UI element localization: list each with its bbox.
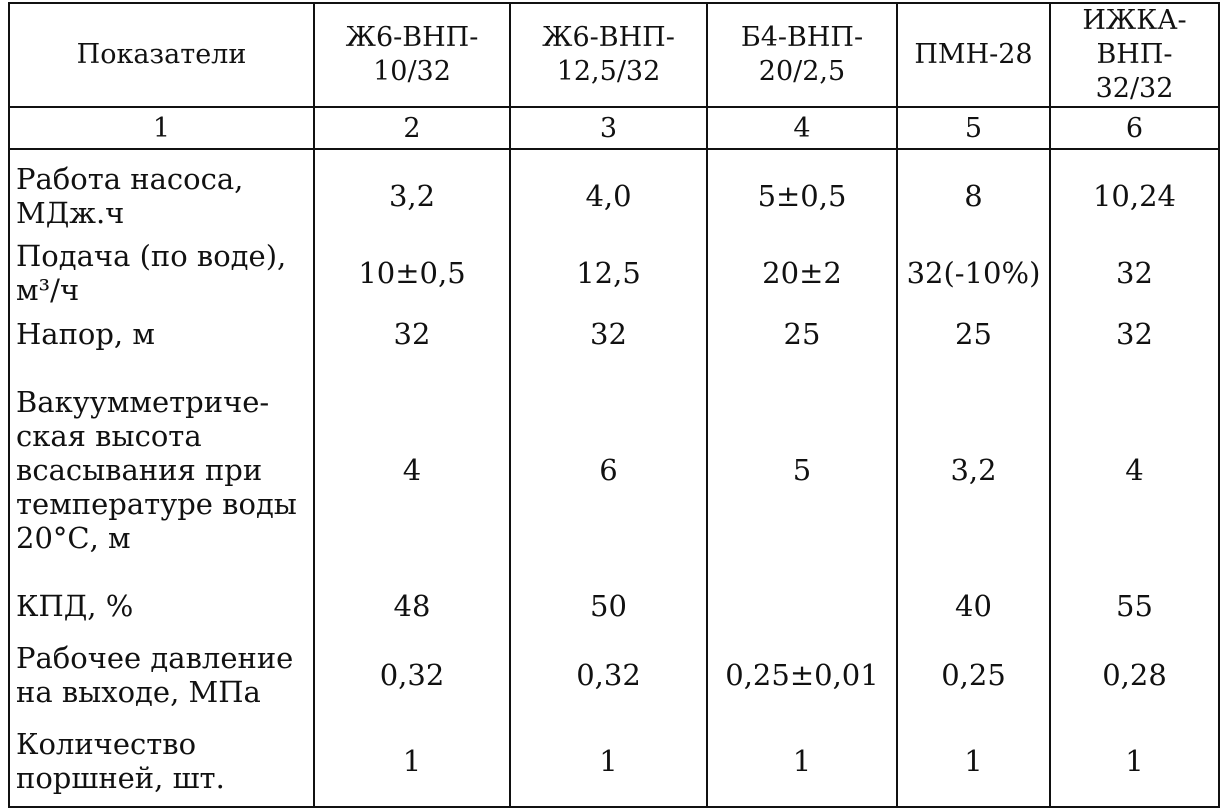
row-label: [9, 716, 314, 807]
cell-value: 20±2: [762, 256, 842, 291]
cell-value: 32: [1116, 317, 1153, 352]
table-cell: [1050, 716, 1219, 807]
row-label-line: КПД, %: [16, 589, 134, 624]
table-cell: [510, 238, 707, 308]
table-row: [9, 238, 1219, 308]
cell-value: 12,5: [576, 256, 641, 291]
row-label-line: температуре воды: [16, 486, 297, 521]
cell-value: 0,32: [576, 657, 641, 692]
table-cell: [707, 238, 897, 308]
row-label-line: Работа насоса,: [16, 161, 244, 196]
cell-value: 1: [599, 743, 618, 778]
table-cell: [510, 716, 707, 807]
header-model-4: ПМН-28: [897, 3, 1050, 107]
row-label-line: м³/ч: [16, 273, 80, 308]
pump-specs-table: [8, 2, 1220, 808]
cell-value: 32(-10%): [906, 256, 1041, 291]
cell-value: 1: [792, 743, 812, 778]
row-label-line: МДж.ч: [16, 195, 125, 230]
table-cell: [897, 633, 1050, 716]
table-row: [9, 149, 1219, 238]
header-model-3: Б4-ВНП- 20/2,5: [707, 3, 897, 107]
row-label-line: Вакуумметриче-: [16, 384, 270, 419]
cell-value: 3,2: [950, 452, 997, 487]
row-label-line: 20°С, м: [16, 520, 131, 555]
table-cell: [707, 149, 897, 238]
table-cell: [707, 579, 897, 633]
cell-value: 8: [964, 178, 983, 213]
table-row: [9, 633, 1219, 716]
table-row: [9, 716, 1219, 807]
table-cell: [707, 360, 897, 579]
row-label: [9, 149, 314, 238]
column-number: 4: [707, 107, 897, 149]
column-number: 3: [510, 107, 707, 149]
row-label-line: ская высота: [16, 418, 202, 453]
table-cell: [510, 633, 707, 716]
cell-value: 40: [955, 589, 992, 624]
table-cell: [1050, 633, 1219, 716]
row-label-line: Подача (по воде),: [16, 239, 287, 274]
table-cell: [510, 579, 707, 633]
row-label-line: всасывания при: [16, 452, 263, 487]
row-label-line: Напор, м: [16, 317, 155, 352]
table-cell: [314, 360, 510, 579]
row-label-line: Рабочее давление: [16, 640, 294, 675]
table-row: [9, 308, 1219, 360]
cell-value: 5±0,5: [757, 178, 847, 213]
cell-value: 55: [1116, 589, 1153, 624]
cell-value: 10±0,5: [358, 256, 466, 291]
cell-value: 4,0: [585, 178, 632, 213]
column-number-row: [9, 107, 1219, 149]
table-row: [9, 360, 1219, 579]
cell-value: 1: [402, 743, 422, 778]
cell-value: 1: [1125, 743, 1144, 778]
cell-value: 25: [955, 317, 992, 352]
row-label: [9, 360, 314, 579]
table-cell: [314, 238, 510, 308]
table-body: [9, 149, 1219, 807]
cell-value: 0,28: [1102, 657, 1167, 692]
cell-value: 6: [599, 452, 618, 487]
table-cell: [897, 308, 1050, 360]
row-label: [9, 579, 314, 633]
table-cell: [314, 633, 510, 716]
table-cell: [897, 716, 1050, 807]
table-cell: [707, 308, 897, 360]
cell-value: 4: [402, 452, 422, 487]
cell-value: 0,25: [941, 657, 1006, 692]
cell-value: 0,25±0,01: [725, 657, 879, 692]
table-cell: [1050, 238, 1219, 308]
table-cell: [314, 149, 510, 238]
table-cell: [1050, 360, 1219, 579]
row-label-line: поршней, шт.: [16, 760, 225, 795]
cell-value: 32: [1116, 256, 1153, 291]
cell-value: 25: [783, 317, 821, 352]
column-number: 2: [314, 107, 510, 149]
column-number: 1: [9, 107, 314, 149]
header-row: [9, 3, 1219, 107]
table-cell: [897, 360, 1050, 579]
header-model-5: ИЖКА-ВНП- 32/32: [1050, 3, 1219, 107]
table-cell: [1050, 149, 1219, 238]
table-cell: [314, 579, 510, 633]
cell-value: 0,32: [379, 657, 445, 692]
header-model-2: Ж6-ВНП- 12,5/32: [510, 3, 707, 107]
cell-value: 48: [393, 589, 431, 624]
table-cell: [510, 149, 707, 238]
table-cell: [1050, 308, 1219, 360]
table-cell: [897, 149, 1050, 238]
column-number: 6: [1050, 107, 1219, 149]
cell-value: 4: [1125, 452, 1144, 487]
cell-value: 1: [964, 743, 983, 778]
row-label-line: Количество: [16, 726, 197, 761]
row-label: [9, 308, 314, 360]
cell-value: 10,24: [1092, 178, 1177, 213]
cell-value: 5: [792, 452, 812, 487]
header-indicators: Показатели: [9, 3, 314, 107]
row-label: [9, 633, 314, 716]
table-cell: [1050, 579, 1219, 633]
table-cell: [897, 579, 1050, 633]
cell-value: 32: [393, 317, 431, 352]
column-number: 5: [897, 107, 1050, 149]
table-row: [9, 579, 1219, 633]
table-cell: [510, 308, 707, 360]
table-cell: [707, 633, 897, 716]
table-cell: [314, 308, 510, 360]
row-label: [9, 238, 314, 308]
header-model-1: Ж6-ВНП- 10/32: [314, 3, 510, 107]
cell-value: 32: [590, 317, 627, 352]
cell-value: 3,2: [388, 178, 436, 213]
table-cell: [897, 238, 1050, 308]
table-cell: [510, 360, 707, 579]
table-cell: [314, 716, 510, 807]
cell-value: 50: [590, 589, 627, 624]
row-label-line: на выходе, МПа: [16, 674, 261, 709]
table-cell: [707, 716, 897, 807]
